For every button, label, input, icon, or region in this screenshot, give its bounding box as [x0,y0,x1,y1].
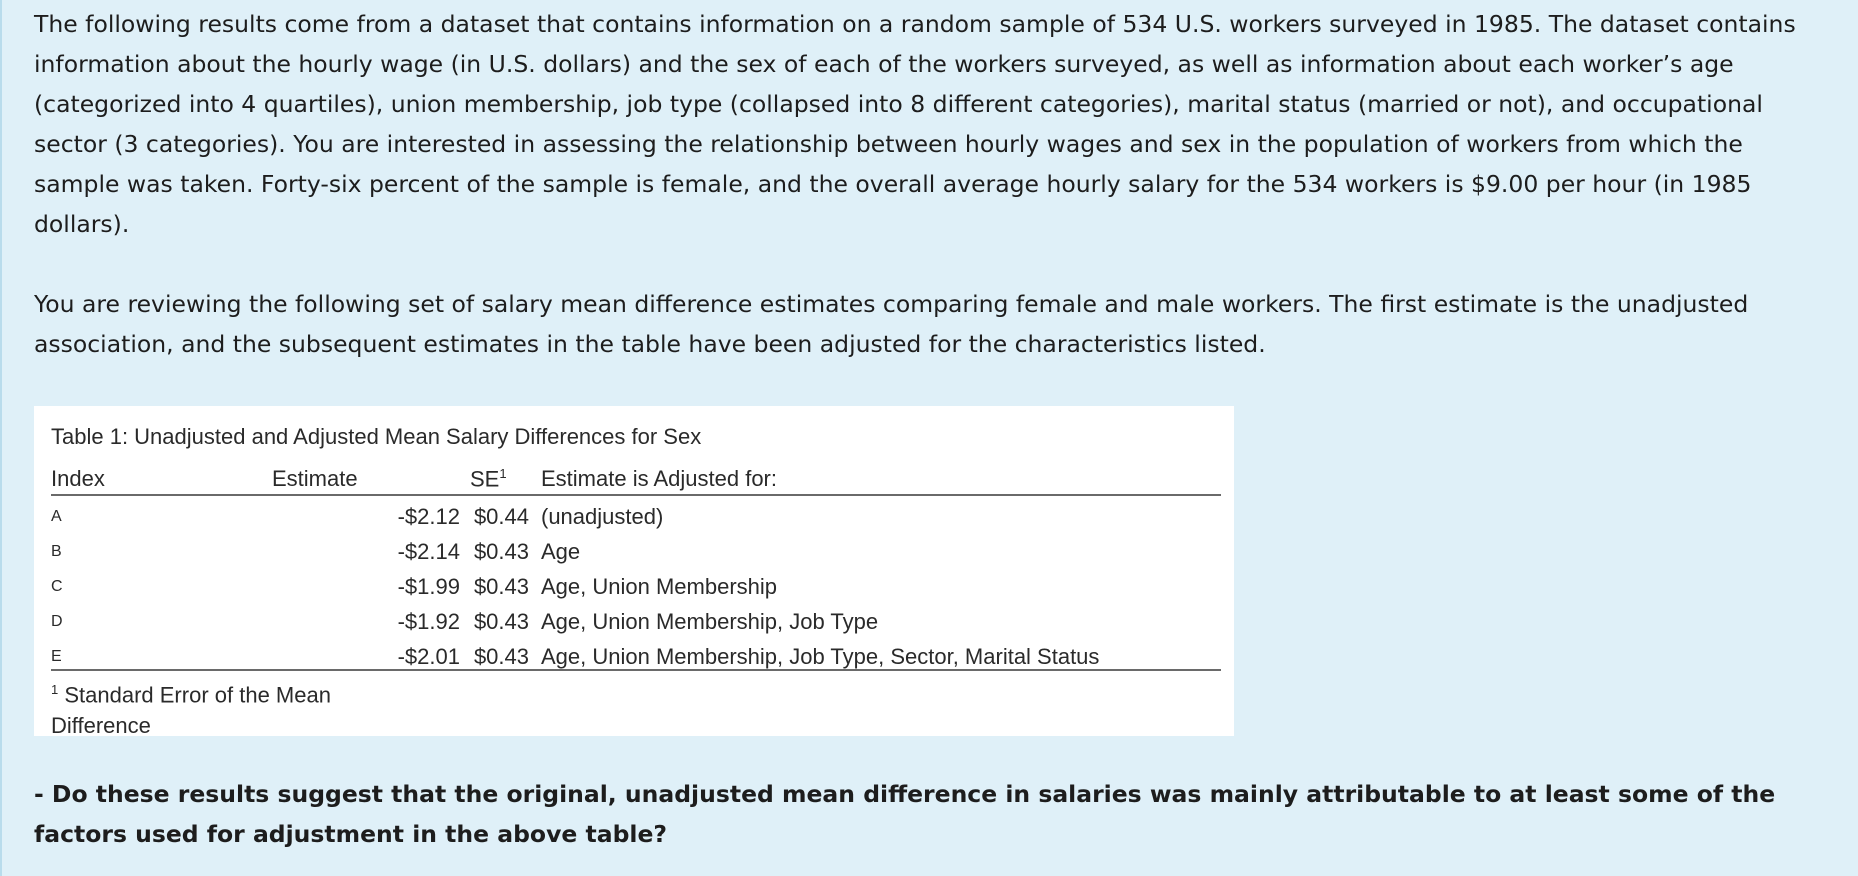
table-row [34,604,1234,639]
header-index: Index [51,466,105,491]
table-row [34,569,1234,604]
header-estimate: Estimate [272,466,358,491]
row-adjusted-for: Age [541,539,581,564]
row-index: B [51,543,62,560]
intro-paragraph-1: The following results come from a dataset that contains information on a random sample of 534 U.S. workers surveyed in 1985. The dataset contains information about the hourly wage (in U.S. dollars) and the sex of each of the workers surveyed, as well as information about each worker’s age (categorized into 4 quartiles), union membership, job type (collapsed into 8 different categories), marital status (married or not), and occupational sector (3 categories). You are interested in assessing the relationship between hourly wages and sex in the population of workers from which the sample was taken. Forty-six percent of the sample is female, and the overall average hourly salary for the 534 workers is $9.00 per hour (in 1985 dollars). [34,10,1796,238]
row-se: $0.43 [473,609,529,634]
row-adjusted-for: Age, Union Membership [541,574,778,599]
row-estimate: -$2.14 [397,539,460,564]
header-se [470,466,507,492]
footnote-marker: 1 [51,682,59,697]
row-estimate: -$2.12 [397,504,460,529]
row-adjusted-for: Age, Union Membership, Job Type [541,609,879,634]
row-estimate: -$2.01 [397,644,460,669]
row-index: A [51,508,62,525]
header-se-footnote-marker: 1 [499,466,507,481]
table-footnote [51,674,371,741]
row-index: E [51,648,62,665]
intro-paragraph-2: You are reviewing the following set of salary mean difference estimates comparing female and male workers. The first estimate is the unadjusted association, and the subsequent estimates in the table have been adjusted for the characteristics listed. [34,290,1749,358]
table-row [34,534,1234,569]
table-caption: Table 1: Unadjusted and Adjusted Mean Salary Differences for Sex [51,424,702,449]
row-adjusted-for: Age, Union Membership, Job Type, Sector, Marital Status [541,644,1100,669]
row-estimate: -$1.92 [397,609,460,634]
row-se: $0.43 [473,574,529,599]
header-adjusted-for: Estimate is Adjusted for: [541,466,777,491]
question-text: - Do these results suggest that the original, unadjusted mean difference in salaries was mainly attributable to at least some of the factors used for adjustment in the above table? [34,780,1776,848]
intro-text [34,4,1824,364]
left-border [0,0,2,876]
row-se: $0.43 [473,539,529,564]
table-body [34,499,1234,674]
header-se-label: SE [470,466,500,492]
footnote-text: Standard Error of the Mean Difference [51,682,331,739]
row-se: $0.44 [473,504,529,529]
row-se: $0.43 [473,644,529,669]
table-top-rule [51,494,1221,496]
row-estimate: -$1.99 [397,574,460,599]
salary-difference-table [34,406,1234,739]
row-index: C [51,578,63,595]
table-row [34,499,1234,534]
table-bottom-rule [51,669,1221,671]
row-adjusted-for: (unadjusted) [541,504,664,529]
row-index: D [51,613,63,630]
